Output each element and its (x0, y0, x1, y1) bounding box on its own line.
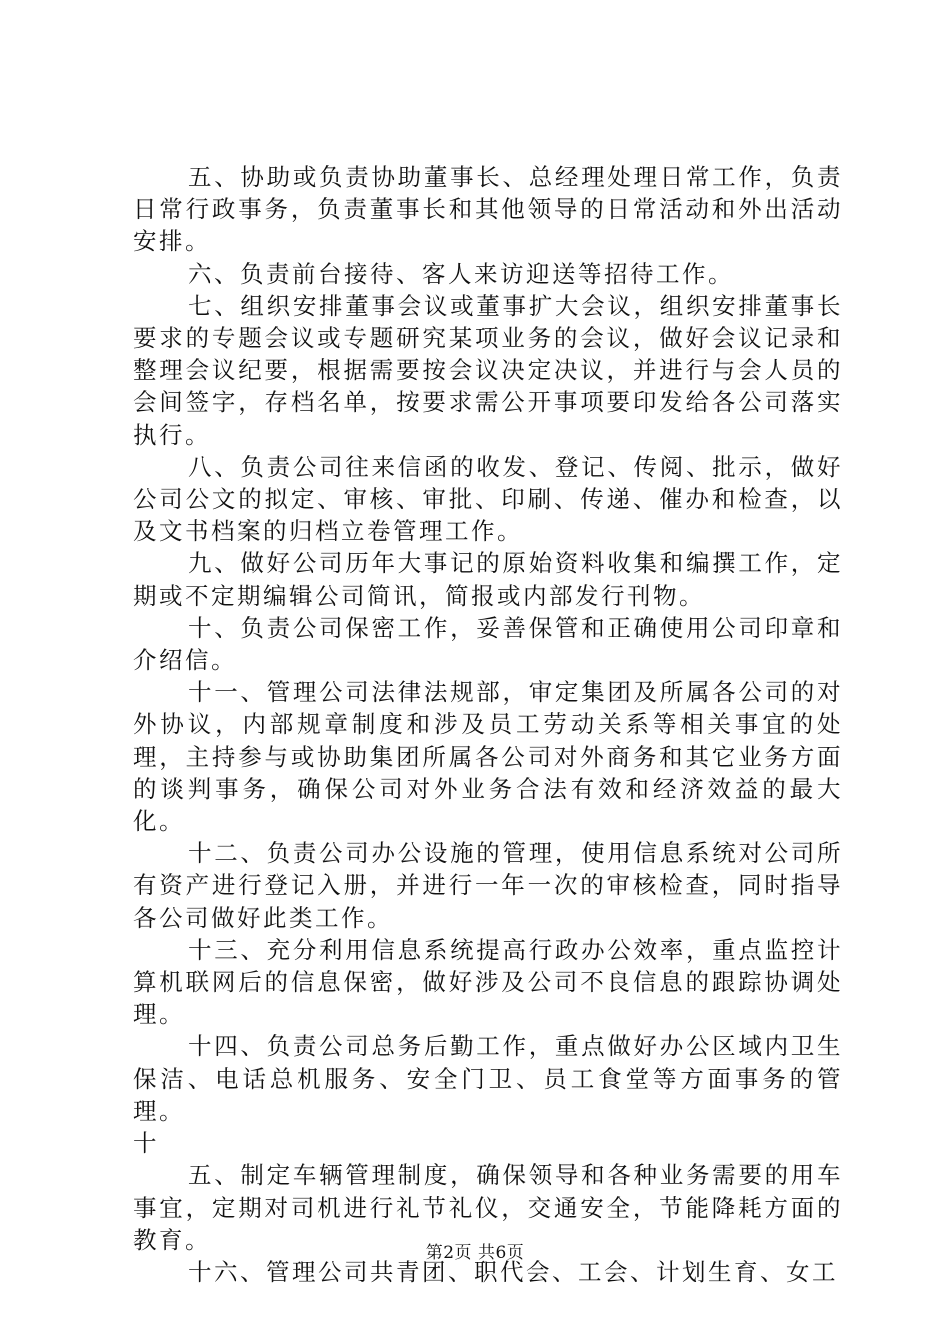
paragraph-16: 十六、管理公司共青团、职代会、工会、计划生育、女工 (188, 1257, 838, 1286)
paragraph-9: 九、做好公司历年大事记的原始资料收集和编撰工作，定期或不定期编辑公司简讯，简报或内部发行刊物。 (133, 549, 843, 610)
paragraph-15-number: 十 (133, 1129, 159, 1158)
paragraph-8: 八、负责公司往来信函的收发、登记、传阅、批示，做好公司公文的拟定、审核、审批、印刷、传递、催办和检查，以及文书档案的归档立卷管理工作。 (133, 452, 843, 546)
paragraph-12: 十二、负责公司办公设施的管理，使用信息系统对公司所有资产进行登记入册，并进行一年一次的审核检查，同时指导各公司做好此类工作。 (133, 839, 843, 932)
paragraph-11: 十一、管理公司法律法规部，审定集团及所属各公司的对外协议，内部规章制度和涉及员工劳动关系等相关事宜的处理，主持参与或协助集团所属各公司对外商务和其它业务方面的谈判事务，确保公司对外业务合法有效和经济效益的最大化。 (133, 678, 843, 836)
paragraph-13: 十三、充分利用信息系统提高行政办公效率，重点监控计算机联网后的信息保密，做好涉及公司不良信息的跟踪协调处理。 (133, 935, 843, 1029)
page-footer (0, 1242, 950, 1264)
paragraph-15: 五、制定车辆管理制度，确保领导和各种业务需要的用车事宜，定期对司机进行礼节礼仪，交通安全，节能降耗方面的教育。 (133, 1161, 843, 1254)
document-body (133, 161, 843, 1288)
paragraph-10: 十、负责公司保密工作，妥善保管和正确使用公司印章和介绍信。 (133, 613, 843, 675)
paragraph-14: 十四、负责公司总务后勤工作，重点做好办公区域内卫生保洁、电话总机服务、安全门卫、员工食堂等方面事务的管理。 (133, 1032, 843, 1125)
paragraph-6: 六、负责前台接待、客人来访迎送等招待工作。 (188, 259, 734, 288)
page-number-label: 第2页 共6页 (425, 1243, 525, 1263)
paragraph-7: 七、组织安排董事会议或董事扩大会议，组织安排董事长要求的专题会议或专题研究某项业务的会议，做好会议记录和整理会议纪要，根据需要按会议决定决议，并进行与会人员的会间签字，存档名单，按要求需公开事项要印发给各公司落实执行。 (133, 291, 843, 449)
paragraph-5: 五、协助或负责协助董事长、总经理处理日常工作，负责日常行政事务，负责董事长和其他领导的日常活动和外出活动安排。 (133, 163, 843, 256)
